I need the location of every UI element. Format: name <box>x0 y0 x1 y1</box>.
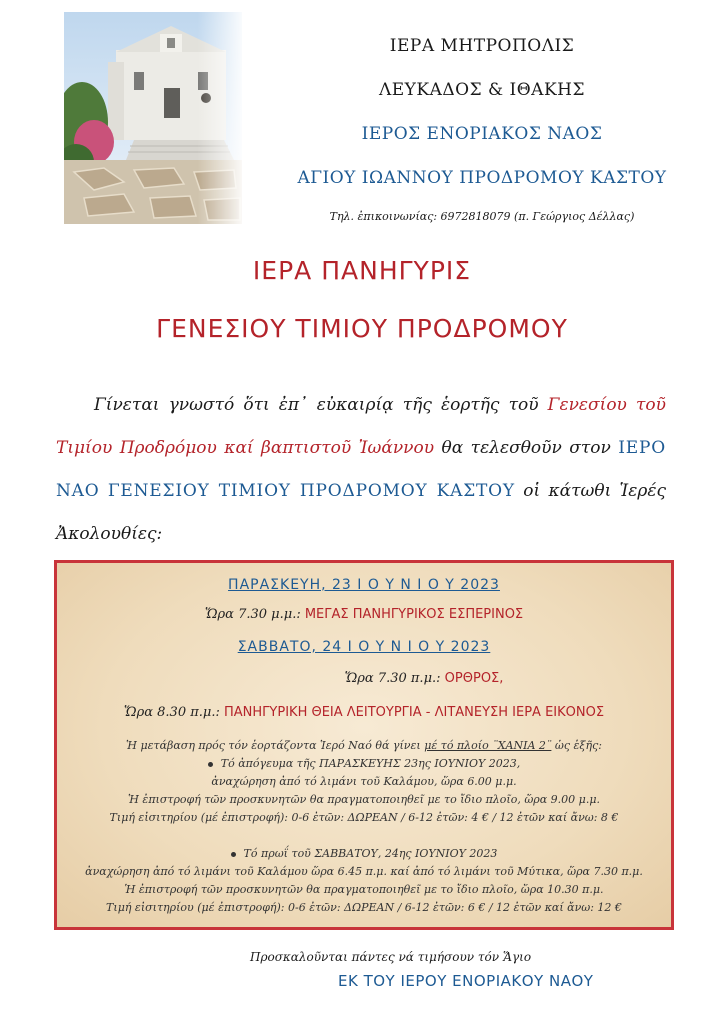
day2-liturgy <box>57 705 671 720</box>
program-box <box>54 560 674 930</box>
church-photo <box>64 12 242 224</box>
trip1-return: Ἡ ἐπιστροφή τῶν προσκυνητῶν θα πραγματοποιηθεῖ με το ἴδιο πλοῖο, ὥρα 9.00 μ.μ. <box>128 793 600 806</box>
day2-time2: Ὥρα 8.30 π.μ.: <box>123 705 220 720</box>
closing-signature: ΕΚ ΤΟΥ ΙΕΡΟΥ ΕΝΟΡΙΑΚΟΥ ΝΑΟΥ <box>338 972 594 990</box>
header-region: ΛΕΥΚΑΔΟΣ & ΙΘΑΚΗΣ <box>378 80 586 100</box>
trip2-date: ΣΑΒΒΑΤΟΥ, 24ης ΙΟΥΝΙΟΥ 2023 <box>314 847 498 860</box>
day1-heading: ΠΑΡΑΣΚΕΥΗ, 23 Ι Ο Υ Ν Ι Ο Υ 2023 <box>228 577 500 593</box>
day1-time: Ὥρα 7.30 μ.μ.: <box>204 607 301 622</box>
day2-event1: ΟΡΘΡΟΣ, <box>444 671 504 686</box>
page-title: ΙΕΡΑ ΠΑΝΗΓΥΡΙΣ <box>252 256 472 285</box>
trip2-a: Τό πρωΐ τοῦ <box>243 847 315 860</box>
trip1-a: Τό ἀπόγευμα τῆς <box>220 757 320 770</box>
trip2-line1 <box>57 847 671 860</box>
header-church-name: ΑΓΙΟΥ ΙΩΑΝΝΟΥ ΠΡΟΔΡΟΜΟΥ ΚΑΣΤΟΥ <box>297 168 667 188</box>
day2-matins <box>57 671 724 686</box>
trip1-departure: ἀναχώρηση ἀπό τό λιμάνι τοῦ Καλάμου, ὥρα 6.00 μ.μ. <box>211 775 517 788</box>
header-parish: ΙΕΡΟΣ ΕΝΟΡΙΑΚΟΣ ΝΑΟΣ <box>361 124 603 144</box>
page-subtitle: ΓΕΝΕΣΙΟΥ ΤΙΜΙΟΥ ΠΡΟΔΡΟΜΟΥ <box>156 314 568 343</box>
intro-temple-name: ΓΕΝΕΣΙΟΥ ΤΙΜΙΟΥ ΠΡΟΔΡΟΜΟΥ ΚΑΣΤΟΥ <box>107 481 515 501</box>
day1-event: ΜΕΓΑΣ ΠΑΝΗΓΥΡΙΚΟΣ ΕΣΠΕΡΙΝΟΣ <box>304 607 524 622</box>
trip1-price: Τιμή εἰσιτηρίου (μέ ἐπιστροφή): 0-6 ἐτῶν: ΔΩΡΕΑΝ / 6-12 ἐτῶν: 4 € / 12 ἐτῶν καί ἄνω: 8 € <box>109 811 619 824</box>
trip1-date: ΠΑΡΑΣΚΕΥΗΣ 23ης ΙΟΥΝΙΟΥ 2023, <box>319 757 521 770</box>
header-metropolis: ΙΕΡΑ ΜΗΤΡΟΠΟΛΙΣ <box>389 36 575 56</box>
transport-intro-a: Ἡ μετάβαση πρός τόν ἑορτάζοντα Ἱερό Ναό θά γίνει <box>126 739 425 752</box>
trip2-return: Ἡ ἐπιστροφή τῶν προσκυνητῶν θα πραγματοποιηθεῖ με το ἴδιο πλοῖο, ὥρα 10.30 π.μ. <box>124 883 604 896</box>
day2-time1: Ὥρα 7.30 π.μ.: <box>344 671 441 686</box>
closing-invitation: Προσκαλοῦνται πάντες νά τιμήσουν τόν Ἅγιο <box>250 950 532 964</box>
trip2-departure: ἀναχώρηση ἀπό τό λιμάνι τοῦ Καλάμου ὥρα 6.45 π.μ. καί ἀπό τό λιμάνι τοῦ Μύτικα, ὥρα 7.30 π.μ. <box>85 865 643 878</box>
intro-text-3: οἱ κάτωθι Ἱερές Ἀκολουθίες: <box>56 481 667 544</box>
bullet-icon <box>208 762 213 767</box>
intro-paragraph <box>56 384 666 556</box>
intro-text-2: θα τελεσθοῦν στον <box>434 438 619 458</box>
intro-text-1: Γίνεται γνωστό ὅτι ἐπ᾽ εὐκαιρίᾳ τῆς ἑορτῆς τοῦ <box>94 395 548 415</box>
intro-temple: ΙΕΡΟ ΝΑΟ <box>56 438 666 501</box>
transport-intro <box>57 739 671 752</box>
intro-feast-name: Γενεσίου τοῦ Τιμίου Προδρόμου καί βαπτιστοῦ Ἰωάννου <box>56 395 666 458</box>
transport-intro-c: ὡς ἑξῆς: <box>551 739 602 752</box>
bullet-icon <box>231 852 236 857</box>
contact-phone: Τηλ. ἐπικοινωνίας: 6972818079 (π. Γεώργιος Δέλλας) <box>329 210 635 223</box>
day2-event2: ΠΑΝΗΓΥΡΙΚΗ ΘΕΙΑ ΛΕΙΤΟΥΡΓΙΑ - ΛΙΤΑΝΕΥΣΗ ΙΕΡΑ ΕΙΚΟΝΟΣ <box>224 705 605 720</box>
trip2-price: Τιμή εἰσιτηρίου (μέ ἐπιστροφή): 0-6 ἐτῶν: ΔΩΡΕΑΝ / 6-12 ἐτῶν: 6 € / 12 ἐτῶν καί ἄνω: 12 € <box>106 901 622 914</box>
day1-vespers <box>57 607 671 622</box>
transport-ship: μέ τό πλοίο ¨ΧΑΝΙΑ 2¨ <box>424 739 552 752</box>
trip1-line1 <box>57 757 671 770</box>
day2-heading: ΣΑΒΒΑΤΟ, 24 Ι Ο Υ Ν Ι Ο Υ 2023 <box>237 639 491 655</box>
